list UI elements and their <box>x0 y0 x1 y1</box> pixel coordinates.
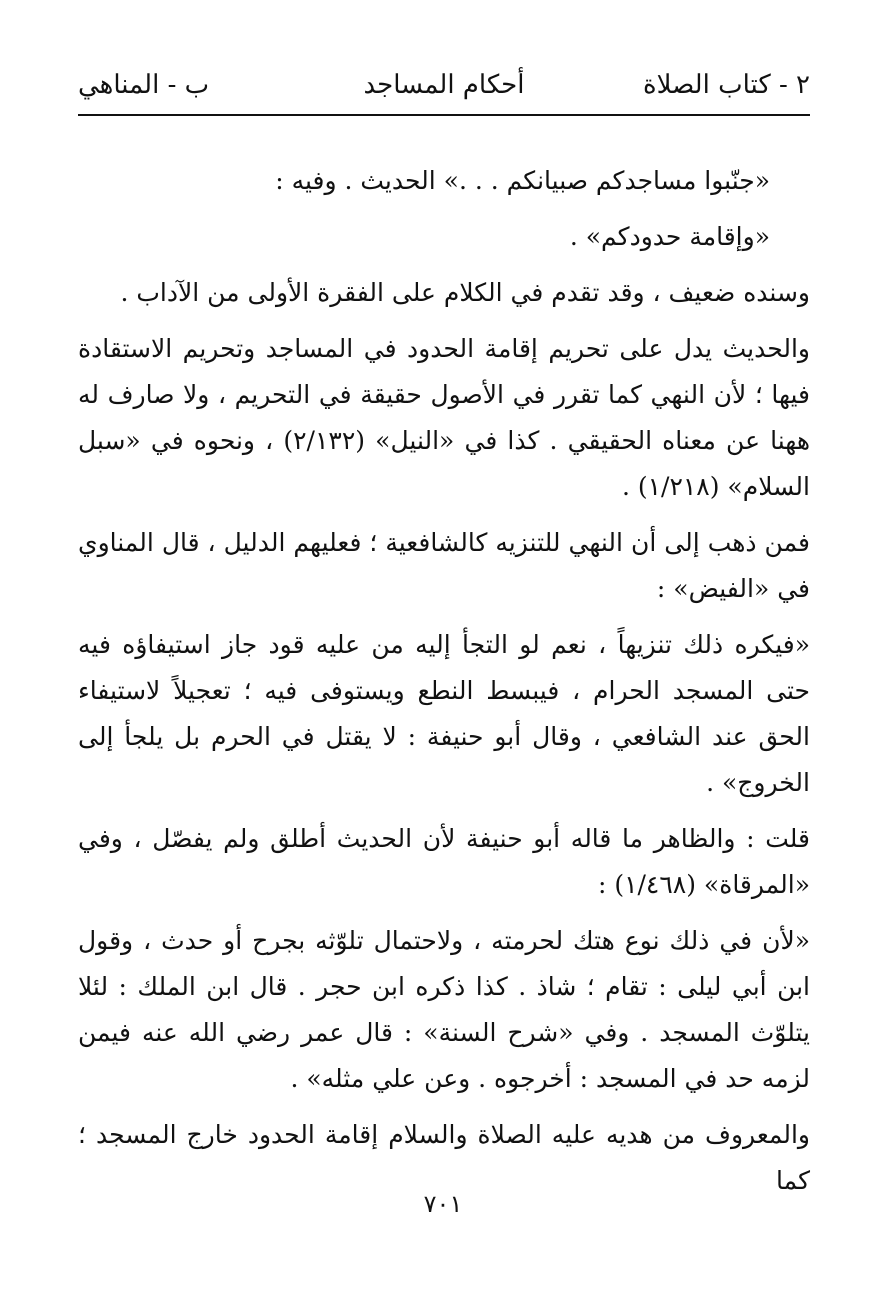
header-chapter: ٢ - كتاب الصلاة <box>643 70 810 100</box>
paragraph-mirqat-quote: «لأن في ذلك نوع هتك لحرمته ، ولاحتمال تلوّثه بجرح أو حدث ، وقول ابن أبي ليلى : تقام ؛ شاذ . كذا ذكره ابن حجر . قال ابن الملك : لئلا يتلوّث المسجد . وفي «شرح السنة» : قال عمر رضي الله عنه فيمن لزمه حد في المسجد : أخرجوه . وعن علي مثله» . <box>78 926 810 1093</box>
header-title: أحكام المساجد <box>363 70 525 100</box>
paragraph-hadith-continuation: «وإقامة حدودكم» . <box>569 222 770 251</box>
running-header <box>78 62 810 112</box>
header-section: ب - المناهي <box>78 70 210 100</box>
paragraph-faid-quote: «فيكره ذلك تنزيهاً ، نعم لو التجأ إليه من عليه قود جاز استيفاؤه فيه حتى المسجد الحرام ، فيبسط النطع ويستوفى فيه ؛ تعجيلاً لاستيفاء الحق عند الشافعي ، وقال أبو حنيفة : لا يقتل في الحرم بل يلجأ إلى الخروج» . <box>78 630 810 797</box>
paragraph-hadith-quote: «جنّبوا مساجدكم صبيانكم . . .» الحديث . وفيه : <box>275 166 770 195</box>
paragraph-shafiiyya: فمن ذهب إلى أن النهي للتنزيه كالشافعية ؛ فعليهم الدليل ، قال المناوي في «الفيض» : <box>78 528 810 603</box>
paragraph-ruling: والحديث يدل على تحريم إقامة الحدود في المساجد وتحريم الاستقادة فيها ؛ لأن النهي كما تقرر في الأصول حقيقة في التحريم ، ولا صارف له ههنا عن معناه الحقيقي . كذا في «النيل» (٢/١٣٢) ، ونحوه في «سبل السلام» (١/٢١٨) . <box>78 334 810 501</box>
header-rule <box>78 114 810 116</box>
page-body <box>78 158 810 1214</box>
paragraph-author-note: قلت : والظاهر ما قاله أبو حنيفة لأن الحديث أطلق ولم يفصّل ، وفي «المرقاة» (١/٤٦٨) : <box>78 824 810 899</box>
page-number: ٧٠١ <box>423 1190 463 1218</box>
paragraph-isnad: وسنده ضعيف ، وقد تقدم في الكلام على الفقرة الأولى من الآداب . <box>120 278 810 307</box>
paragraph-conclusion: والمعروف من هديه عليه الصلاة والسلام إقامة الحدود خارج المسجد ؛ كما <box>78 1120 810 1195</box>
